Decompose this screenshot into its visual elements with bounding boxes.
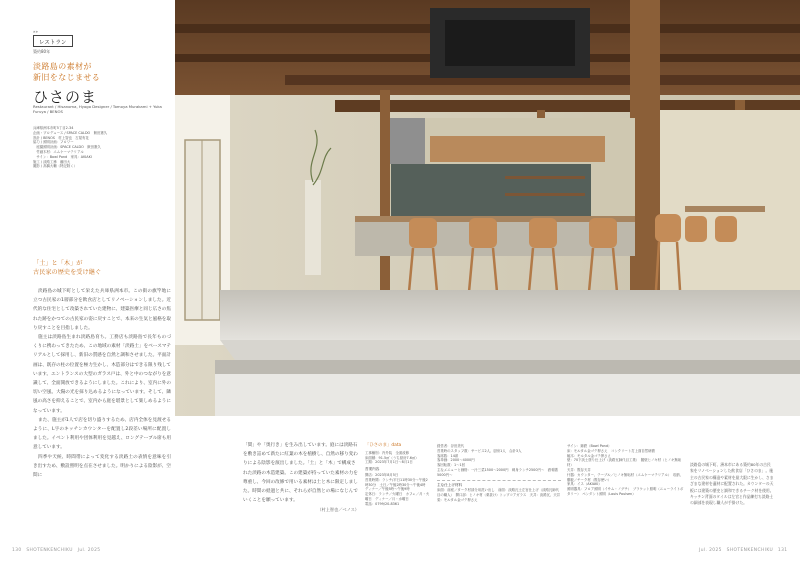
data-line: 照明器具：フロア照明（イサム・ノグチ） ブラケット照明（ニューライトポタリー） ペンダント照明（Louis Poulsen） [567, 487, 684, 496]
materials-text: 床面：前庭／ターク材部分用洗い出し 前面：淡路瓦土左官仕上げ（淡路瓦師代目の職人） 開口部：ヒノキ材（乗抜け）トップコアガラス 天井：淡路瓦、天井梁：モルタル金ゴテ押さえ [437, 488, 561, 502]
data-line: 壁：70下淡土塗り仕上げ（淡路瓦師代目工業） 腰壁ヒノキ材（ヒノキ無垢材） [567, 458, 682, 468]
body-paragraph: 施主は淡路島生まれ淡路島育ち。工務店も淡路島で長年ものづくりに携わってきたため、この地域の素材「淡路土」をベースマテリアルとして採用し、新旧の質感を自然と調和させました。平面計画は、既存の柱の位置を極力生かし、木造部分はできる限り残しています。エントランスの大型のガラス戸は、外と中のつながりを意識して、全面開放できるようにしました。これにより、室内に外の切い空風、大陽の光を採り込めるようになっています。そして、隣風の高さを抑えることで、室内から庭を堪景として楽しめるようになっています。 [33, 335, 171, 414]
subheading-line-2: 古民家の歴史を受け継ぐ [33, 269, 102, 276]
category-label: レストラン [39, 40, 67, 46]
data-line: 客席数：14席 [437, 453, 459, 458]
footer-left: 130 SHOTENKENCHIKU Jul. 2025 [12, 548, 101, 553]
article-body [33, 287, 171, 480]
restaurant-interior-photo [175, 0, 800, 416]
data-heading: 「ひさのま」data [365, 443, 402, 448]
credit-line: 兵庫県洲本市町5丁目2-34 [33, 126, 74, 130]
body-paragraph: 四季や天候、時間帯によって変化する淡路土の表情を意味を引き出すため、敷設照明を点在させました。明かりによる陰影が、空間に [33, 454, 171, 479]
data-line: 営業時間：ランチ/平日11時30分〜午後2時30分 土日／午後2時30分〜午後4時 ディナー／午後5時〜午後9時 [365, 477, 429, 492]
headline-line-2: 新旧をなじませる [33, 73, 101, 82]
data-line: 床面積：91.5㎡（うち厨房7.6㎡） [365, 455, 419, 460]
business-heading: 営業内容 [365, 467, 380, 472]
subheading-line-1: 「土」と「木」が [33, 260, 83, 267]
divider [437, 480, 561, 481]
credit-line: 協力 / 照明計画：フロワー [33, 140, 74, 145]
data-line: 営業時のスタッフ数：サービス2人、厨房1人 合計3人 [437, 448, 522, 453]
data-column-2 [437, 444, 561, 503]
data-column-3 [567, 444, 685, 497]
headline-line-1: 淡路島の素材が [33, 62, 92, 71]
credit-line: 企画・プロデュース / SPACE CALDO 飯田憲久 [33, 130, 108, 135]
article-continuation [243, 441, 359, 515]
category-subtitle: 築約80年 [33, 49, 51, 54]
credit-line: サイン：Bowl Pond 家具：AKIAKI [33, 154, 92, 159]
continuation-paragraph: 「間」や「奥行き」を生み出しています。庭には淡路石を敷き詰めて新たに紅葉の木を植樹し、自然の移り変わりによる陰影を演出しました。「土」と「木」で構成された淡路の木造建築。この建築が持っていた素材の力を尊重し、今回の改修で用いる素材は土と木に限定しました。時間の経過と共に、それらが自然との場になじんでいくことを願っています。 [243, 443, 358, 504]
shop-english-caption: Restaurant / Hisanoma, Hyogo Designer / Tomoya Murakami + Yuka Furuya / BENOS [33, 104, 162, 115]
author-signature: （村上智也／ベノス） [317, 507, 359, 513]
data-column-1 [365, 444, 431, 507]
category-label-box [33, 35, 73, 47]
materials-heading: 主な仕上げ材料 [437, 482, 463, 487]
data-line: 天井：既存天井 [567, 467, 591, 472]
credits-list [33, 126, 173, 169]
data-line: 開店：2023年8月5日 [365, 472, 399, 477]
photo-caption: 淡路島の城下町、洲本市にある築約80年の古民家をリノベーションした飲食店「ひさのま」。施主の古民家の構造や素材を最大限に生かし、さまざまな建材を適材に配置された。カウンターの天板には建築の歴史と調和できるチーク材を使用。キッチン背面のタイルは左官と作品練打ち淡路土の細部を表現し職人が手掛けた。 [690, 462, 774, 506]
data-line: 主なメニューと価格：一汁三菜1500〜2000円 刺身ランチ2500円〜 酒肴膳5000円〜 [437, 467, 558, 477]
data-line: 電話：0799/20-8361 [365, 501, 400, 506]
data-line: 工期：2023年7月1日〜8月1日 [365, 460, 413, 465]
credit-line: 施工 / 淡路工務 藤田大 [33, 159, 71, 164]
data-line: 定休日：ランチ／火曜日 カフェ／月・火曜日 ディナー／月・水曜日 [365, 492, 430, 501]
body-paragraph: また、施主が1人で店を切り盛りするため、店内全体を見渡せるように、L字のキッチンカウンターを配置し2段差い場所に配置しました。イベント利用や団体利用を見越え、ロングテーブル席も用意しています。 [33, 417, 171, 451]
data-line: サイン：鋳鉄（Bowl Pond） [567, 444, 612, 448]
credit-line: 竹細木材：エムケーマテリアル [33, 149, 84, 154]
body-paragraph: 淡路島の城下町として栄えた兵庫県洲本市。この街の旗竿地に立つ古民家の1層部分を飲食店としてリノベーションしました。近代的な住宅として改築されていた建物に、建築医療と同じ広さの焦れた跡をかつての古民家の姿に戻すことで、本来の生気と風格を取り戻すことを目指しました。 [33, 289, 171, 331]
shop-name-title: ひさのま [33, 88, 98, 106]
data-line: 工事種別：内外装 全面改修 [365, 450, 410, 455]
credit-line: 設計 / BENOS 村上智也 古屋有花 [33, 135, 89, 140]
footer-right: Jul. 2025 SHOTENKENCHIKU 131 [699, 548, 788, 553]
data-line: 床：モルタル金ゴテ押さえ コンクリート打上面自然研磨 [567, 448, 655, 453]
data-line: 客回転数：1〜1回 [437, 463, 466, 468]
category-mark: »» [33, 29, 38, 34]
credit-line: 庭園照明計画：SPACE CALDO 飯田憲久 [33, 145, 101, 150]
data-line: 幅木：モルタル金ゴテ押さえ [567, 453, 611, 458]
data-line: 経営者：谷田美代 [437, 444, 465, 448]
data-line: 家具：イス（AKIAKI） [567, 482, 602, 487]
credit-line: 撮影 / 高橋大輔（特記除く） [33, 164, 77, 169]
data-line: 客単価：2000〜4000円 [437, 458, 475, 463]
data-line: 什器：カウンター、テーブル／ヒノキ無垢材（エムケーマテリアル） 収納、棚板／チーク材（既存使い） [567, 472, 684, 482]
